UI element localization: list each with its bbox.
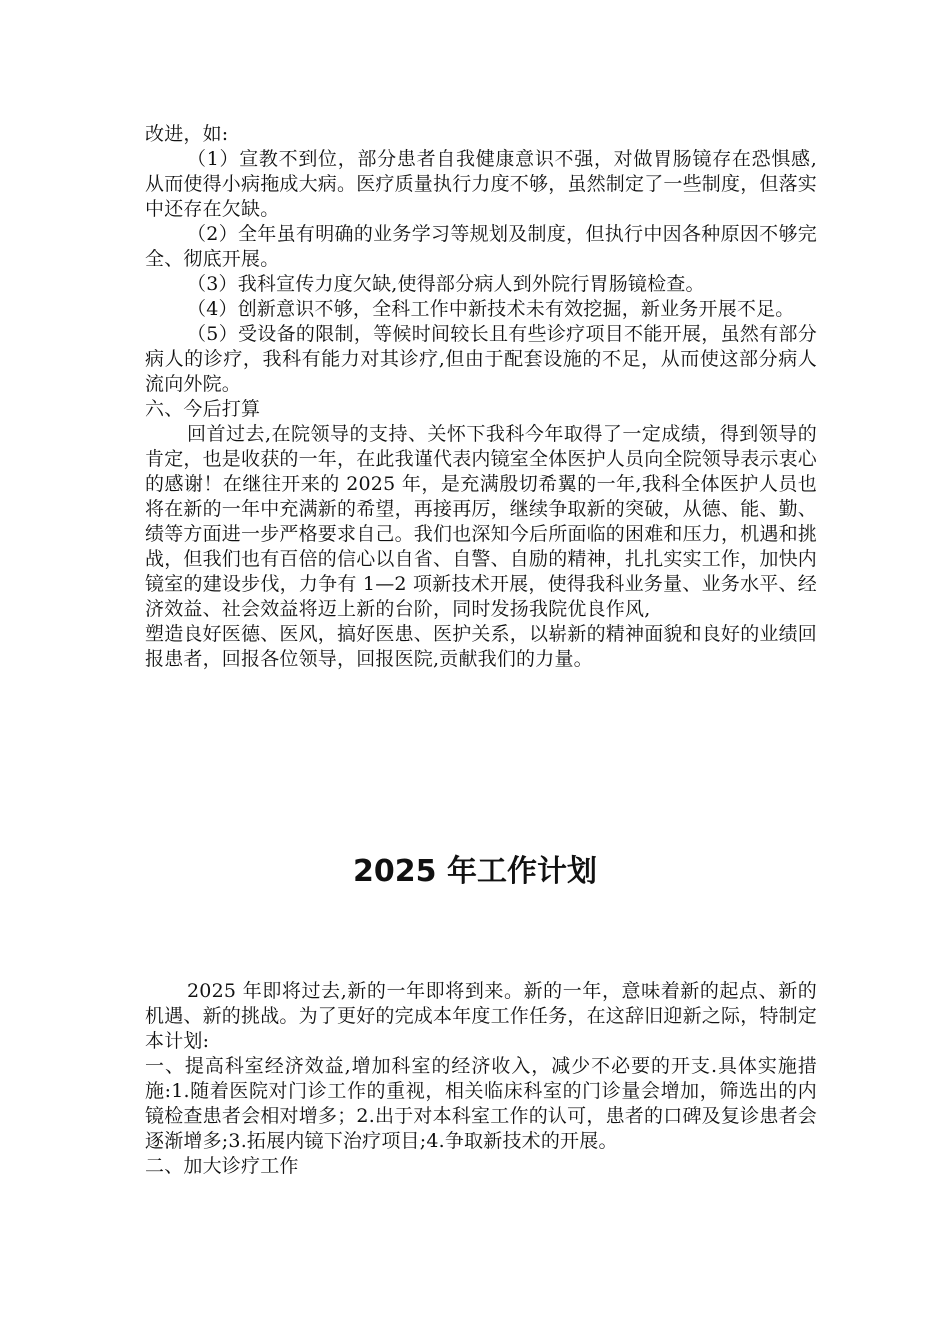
section-review-text	[145, 122, 817, 672]
paragraph-future-plans: 回首过去,在院领导的支持、关怀下我科今年取得了一定成绩，得到领导的肯定，也是收获的一年，在此我谨代表内镜室全体医护人员向全院领导表示衷心的感谢！在继往开来的 2025 年，是充满殷切希翼的一年,我科全体医护人员也将在新的一年中充满新的希望，再接再厉，继续争取新的突破，从德、能、勤、绩等方面进一步严格要求自己。我们也深知今后所面临的困难和压力，机遇和挑战，但我们也有百倍的信心以自省、自警、自励的精神，扎扎实实工作，加快内镜室的建设步伐，力争有 1—2 项新技术开展，使得我科业务量、业务水平、经济效益、社会效益将迈上新的台阶，同时发扬我院优良作风,	[145, 423, 818, 620]
paragraph-closing: 塑造良好医德、医风，搞好医患、医护关系，以崭新的精神面貌和良好的业绩回报患者，回报各位领导，回报医院,贡献我们的力量。	[145, 623, 818, 670]
paragraph-intro: 改进，如:	[145, 123, 229, 145]
paragraph-plan-item-1: 一、提高科室经济效益,增加科室的经济收入，减少不必要的开支.具体实施措施:1.随着医院对门诊工作的重视，相关临床科室的门诊量会增加，筛选出的内镜检查患者会相对增多；2.出于对本科室工作的认可，患者的口碑及复诊患者会逐渐增多;3.拓展内镜下治疗项目;4.争取新技术的开展。	[145, 1055, 817, 1152]
paragraph-item-1: （1）宣教不到位，部分患者自我健康意识不强，对做胃肠镜存在恐惧感,从而使得小病拖成大病。医疗质量执行力度不够，虽然制定了一些制度，但落实中还存在欠缺。	[145, 148, 818, 220]
paragraph-item-4: （4）创新意识不够，全科工作中新技术未有效挖掘，新业务开展不足。	[187, 298, 795, 320]
section-heading-plan-item-2: 二、加大诊疗工作	[145, 1155, 299, 1177]
section-plan-text	[145, 979, 817, 1179]
section-heading-future-plans: 六、今后打算	[145, 398, 261, 420]
paragraph-item-2: （2）全年虽有明确的业务学习等规划及制度，但执行中因各种原因不够完全、彻底开展。	[145, 223, 817, 270]
paragraph-plan-intro: 2025 年即将过去,新的一年即将到来。新的一年，意味着新的起点、新的机遇、新的挑战。为了更好的完成本年度工作任务，在这辞旧迎新之际，特制定本计划:	[145, 980, 818, 1052]
paragraph-item-3: （3）我科宣传力度欠缺,使得部分病人到外院行胃肠镜检查。	[187, 273, 705, 295]
paragraph-item-5: （5）受设备的限制，等候时间较长且有些诊疗项目不能开展，虽然有部分病人的诊疗，我科有能力对其诊疗,但由于配套设施的不足，从而使这部分病人流向外院。	[145, 323, 817, 395]
document-title: 2025 年工作计划	[353, 854, 597, 889]
